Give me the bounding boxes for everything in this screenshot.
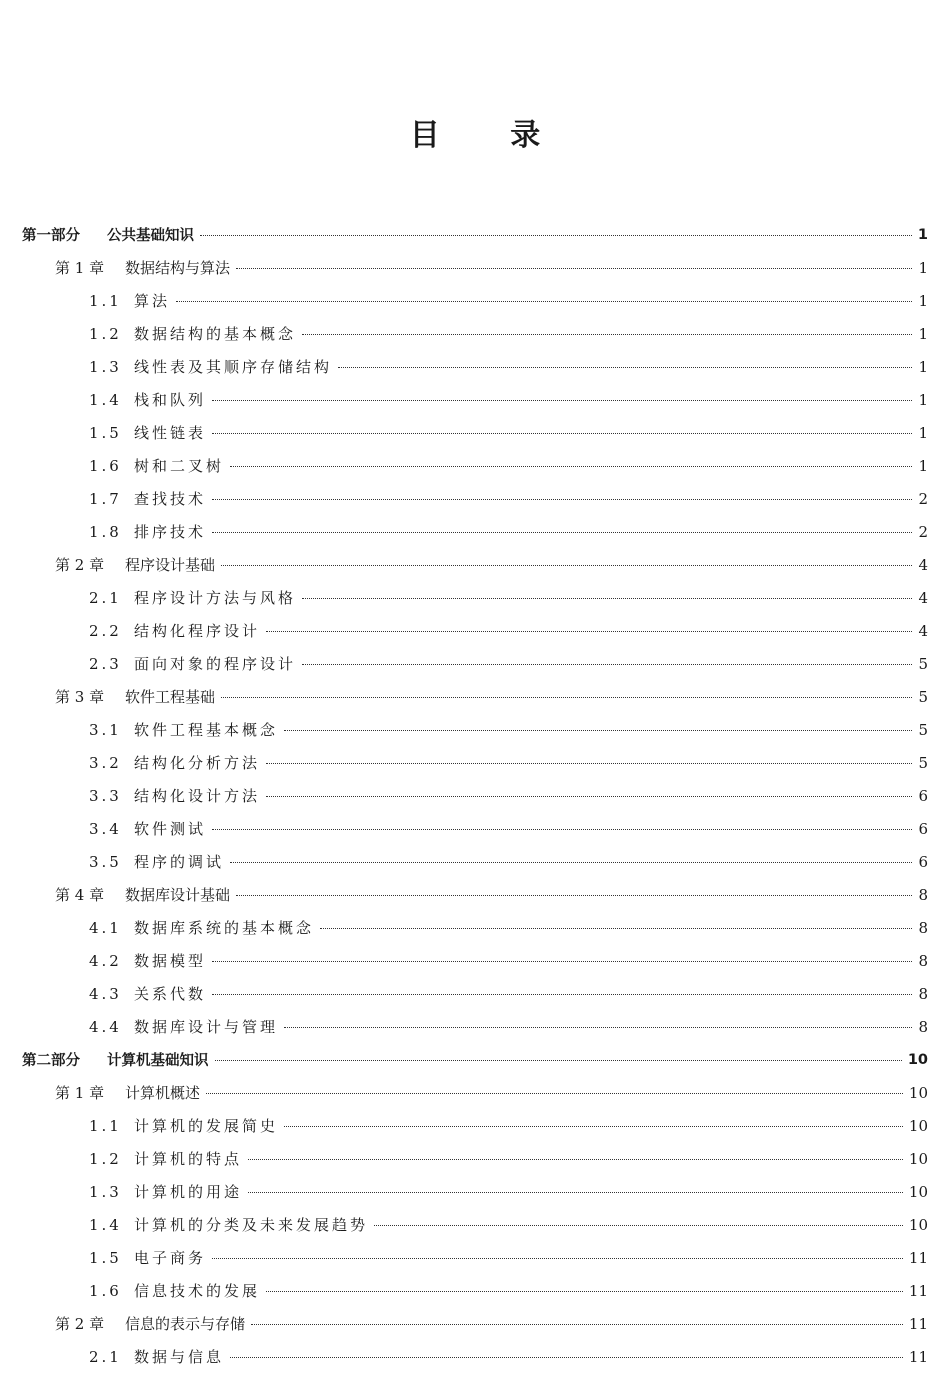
toc-entry-page-number: 5 — [918, 753, 928, 772]
toc-entry-number: 1.2 — [89, 324, 122, 343]
toc-entry-number: 3.2 — [89, 753, 122, 772]
toc-entry-section[interactable] — [0, 482, 950, 515]
dot-leader — [284, 1027, 912, 1028]
toc-entry-page-number: 10 — [908, 1083, 928, 1102]
toc-entry-title: 查找技术 — [134, 490, 207, 508]
dot-leader — [212, 400, 912, 401]
toc-entry-number: 2.1 — [89, 1347, 122, 1366]
toc-entry-page-number: 8 — [918, 1017, 928, 1036]
toc-entry-page-number: 5 — [918, 720, 928, 739]
toc-entry-title: 信息技术的发展 — [134, 1282, 261, 1300]
toc-entry-page-number: 8 — [918, 951, 928, 970]
toc-entry-page-number: 6 — [918, 852, 928, 871]
toc-entry-page-number: 11 — [908, 1347, 928, 1366]
dot-leader — [248, 1159, 903, 1160]
toc-entry-section[interactable] — [0, 1175, 950, 1208]
toc-entry-number: 第 3 章 — [55, 688, 105, 706]
toc-entry-title: 树和二叉树 — [134, 457, 225, 475]
dot-leader — [236, 268, 912, 269]
toc-entry-number: 第 1 章 — [55, 1084, 105, 1102]
toc-entry-number: 1.4 — [89, 390, 122, 409]
toc-entry-part[interactable] — [0, 1043, 950, 1076]
toc-entry-number: 1.1 — [89, 291, 122, 310]
dot-leader — [176, 301, 912, 302]
toc-entry-page-number: 11 — [908, 1281, 928, 1300]
toc-entry-page-number: 8 — [918, 918, 928, 937]
toc-entry-title: 计算机的用途 — [134, 1183, 243, 1201]
toc-entry-section[interactable] — [0, 416, 950, 449]
toc-entry-page-number: 11 — [908, 1314, 928, 1333]
toc-entry-title: 软件测试 — [134, 820, 207, 838]
toc-entry-title: 数据库设计与管理 — [134, 1018, 279, 1036]
toc-entry-title: 结构化分析方法 — [134, 754, 261, 772]
toc-entry-number: 3.4 — [89, 819, 122, 838]
toc-entry-section[interactable] — [0, 449, 950, 482]
toc-entry-section[interactable] — [0, 581, 950, 614]
dot-leader — [284, 1126, 903, 1127]
toc-entry-page-number: 1 — [917, 226, 928, 243]
dot-leader — [320, 928, 912, 929]
toc-entry-title: 公共基础知识 — [107, 228, 194, 244]
toc-entry-number: 1.3 — [89, 357, 122, 376]
dot-leader — [206, 1093, 903, 1094]
toc-entry-title: 结构化程序设计 — [134, 622, 261, 640]
toc-entry-section[interactable] — [0, 1340, 950, 1373]
toc-entry-section[interactable] — [0, 1109, 950, 1142]
toc-entry-page-number: 10 — [908, 1149, 928, 1168]
toc-entry-page-number: 8 — [918, 885, 928, 904]
toc-entry-title: 线性链表 — [134, 424, 207, 442]
toc-entry-number: 1.7 — [89, 489, 122, 508]
toc-entry-page-number: 10 — [908, 1182, 928, 1201]
toc-entry-page-number: 4 — [918, 555, 928, 574]
dot-leader — [266, 796, 912, 797]
toc-entry-title: 程序设计方法与风格 — [134, 589, 297, 607]
toc-entry-number: 4.1 — [89, 918, 122, 937]
toc-entry-number: 2.1 — [89, 588, 122, 607]
toc-entry-section[interactable] — [0, 713, 950, 746]
toc-entry-number: 第 4 章 — [55, 886, 105, 904]
toc-entry-section[interactable] — [0, 812, 950, 845]
toc-entry-title: 软件工程基本概念 — [134, 721, 279, 739]
toc-entry-page-number: 1 — [918, 357, 928, 376]
toc-entry-page-number: 8 — [918, 984, 928, 1003]
dot-leader — [230, 862, 912, 863]
toc-entry-title: 结构化设计方法 — [134, 787, 261, 805]
toc-entry-title: 程序设计基础 — [125, 556, 216, 574]
toc-entry-section[interactable] — [0, 317, 950, 350]
toc-entry-number: 第 2 章 — [55, 1315, 105, 1333]
toc-entry-page-number: 5 — [918, 687, 928, 706]
toc-entry-section[interactable] — [0, 779, 950, 812]
toc-entry-page-number: 11 — [908, 1248, 928, 1267]
toc-entry-section[interactable] — [0, 1208, 950, 1241]
toc-entry-title: 算法 — [134, 292, 171, 310]
toc-entry-number: 第一部分 — [22, 228, 80, 244]
toc-entry-number: 4.2 — [89, 951, 122, 970]
toc-entry-section[interactable] — [0, 845, 950, 878]
dot-leader — [374, 1225, 903, 1226]
toc-entry-chapter[interactable] — [0, 1076, 950, 1109]
toc-entry-page-number: 2 — [918, 522, 928, 541]
toc-entry-title: 程序的调试 — [134, 853, 225, 871]
toc-entry-title: 计算机基础知识 — [107, 1053, 209, 1069]
toc-entry-section[interactable] — [0, 977, 950, 1010]
toc-entry-title: 栈和队列 — [134, 391, 207, 409]
toc-entry-number: 第二部分 — [22, 1053, 80, 1069]
page-title: 目 录 — [409, 118, 571, 153]
toc-entry-page-number: 1 — [918, 423, 928, 442]
dot-leader — [248, 1192, 903, 1193]
toc-entry-title: 数据模型 — [134, 952, 207, 970]
toc-entry-title: 数据库系统的基本概念 — [134, 919, 315, 937]
toc-entry-page-number: 10 — [907, 1051, 928, 1068]
table-of-contents — [0, 218, 950, 1373]
toc-entry-page-number: 10 — [908, 1116, 928, 1135]
toc-entry-page-number: 4 — [918, 588, 928, 607]
toc-entry-page-number: 1 — [918, 456, 928, 475]
toc-entry-section[interactable] — [0, 515, 950, 548]
toc-entry-number: 1.6 — [89, 456, 122, 475]
toc-entry-number: 1.6 — [89, 1281, 122, 1300]
dot-leader — [200, 235, 912, 236]
dot-leader — [302, 334, 912, 335]
dot-leader — [266, 1291, 903, 1292]
toc-entry-title: 数据与信息 — [134, 1348, 225, 1366]
dot-leader — [230, 466, 912, 467]
toc-entry-title: 计算机的特点 — [134, 1150, 243, 1168]
toc-entry-section[interactable] — [0, 614, 950, 647]
toc-entry-title: 数据库设计基础 — [125, 886, 231, 904]
toc-entry-section[interactable] — [0, 1274, 950, 1307]
dot-leader — [266, 763, 912, 764]
toc-entry-number: 第 1 章 — [55, 259, 105, 277]
toc-entry-page-number: 4 — [918, 621, 928, 640]
dot-leader — [212, 499, 912, 500]
toc-entry-title: 计算机概述 — [125, 1084, 201, 1102]
toc-entry-chapter[interactable] — [0, 878, 950, 911]
toc-entry-title: 计算机的分类及未来发展趋势 — [134, 1216, 369, 1234]
dot-leader — [212, 532, 912, 533]
dot-leader — [284, 730, 912, 731]
toc-entry-number: 1.3 — [89, 1182, 122, 1201]
toc-entry-number: 4.3 — [89, 984, 122, 1003]
toc-entry-title: 计算机的发展简史 — [134, 1117, 279, 1135]
toc-entry-number: 3.5 — [89, 852, 122, 871]
toc-entry-page-number: 1 — [918, 324, 928, 343]
toc-entry-section[interactable] — [0, 911, 950, 944]
toc-entry-page-number: 10 — [908, 1215, 928, 1234]
toc-entry-page-number: 1 — [918, 258, 928, 277]
toc-entry-section[interactable] — [0, 647, 950, 680]
toc-entry-number: 1.5 — [89, 423, 122, 442]
dot-leader — [215, 1060, 902, 1061]
toc-entry-page-number: 5 — [918, 654, 928, 673]
toc-entry-title: 数据结构的基本概念 — [134, 325, 297, 343]
toc-entry-page-number: 6 — [918, 819, 928, 838]
toc-entry-title: 关系代数 — [134, 985, 207, 1003]
dot-leader — [236, 895, 912, 896]
toc-entry-page-number: 2 — [918, 489, 928, 508]
toc-entry-chapter[interactable] — [0, 1307, 950, 1340]
toc-entry-title: 电子商务 — [134, 1249, 207, 1267]
toc-entry-section[interactable] — [0, 1010, 950, 1043]
dot-leader — [212, 829, 912, 830]
toc-entry-title: 面向对象的程序设计 — [134, 655, 297, 673]
dot-leader — [212, 961, 912, 962]
dot-leader — [302, 664, 912, 665]
dot-leader — [221, 697, 912, 698]
dot-leader — [266, 631, 912, 632]
toc-entry-number: 2.2 — [89, 621, 122, 640]
toc-entry-page-number: 1 — [918, 291, 928, 310]
dot-leader — [230, 1357, 903, 1358]
toc-entry-section[interactable] — [0, 383, 950, 416]
toc-entry-chapter[interactable] — [0, 680, 950, 713]
toc-entry-chapter[interactable] — [0, 251, 950, 284]
toc-entry-title: 数据结构与算法 — [125, 259, 231, 277]
toc-entry-page-number: 6 — [918, 786, 928, 805]
toc-entry-section[interactable] — [0, 284, 950, 317]
dot-leader — [212, 433, 912, 434]
toc-entry-section[interactable] — [0, 944, 950, 977]
toc-entry-page-number: 1 — [918, 390, 928, 409]
toc-entry-number: 4.4 — [89, 1017, 122, 1036]
dot-leader — [212, 994, 912, 995]
toc-entry-section[interactable] — [0, 1142, 950, 1175]
toc-entry-number: 3.3 — [89, 786, 122, 805]
toc-entry-number: 1.2 — [89, 1149, 122, 1168]
toc-entry-section[interactable] — [0, 1241, 950, 1274]
toc-entry-title: 软件工程基础 — [125, 688, 216, 706]
dot-leader — [212, 1258, 903, 1259]
toc-entry-chapter[interactable] — [0, 548, 950, 581]
toc-entry-title: 排序技术 — [134, 523, 207, 541]
toc-entry-number: 1.8 — [89, 522, 122, 541]
toc-entry-number: 第 2 章 — [55, 556, 105, 574]
toc-entry-section[interactable] — [0, 746, 950, 779]
toc-entry-number: 3.1 — [89, 720, 122, 739]
dot-leader — [221, 565, 912, 566]
toc-entry-number: 1.5 — [89, 1248, 122, 1267]
toc-entry-part[interactable] — [0, 218, 950, 251]
toc-entry-title: 线性表及其顺序存储结构 — [134, 358, 333, 376]
dot-leader — [251, 1324, 903, 1325]
toc-entry-number: 1.1 — [89, 1116, 122, 1135]
toc-entry-number: 1.4 — [89, 1215, 122, 1234]
dot-leader — [338, 367, 912, 368]
toc-entry-title: 信息的表示与存储 — [125, 1315, 246, 1333]
toc-entry-number: 2.3 — [89, 654, 122, 673]
toc-entry-section[interactable] — [0, 350, 950, 383]
dot-leader — [302, 598, 912, 599]
